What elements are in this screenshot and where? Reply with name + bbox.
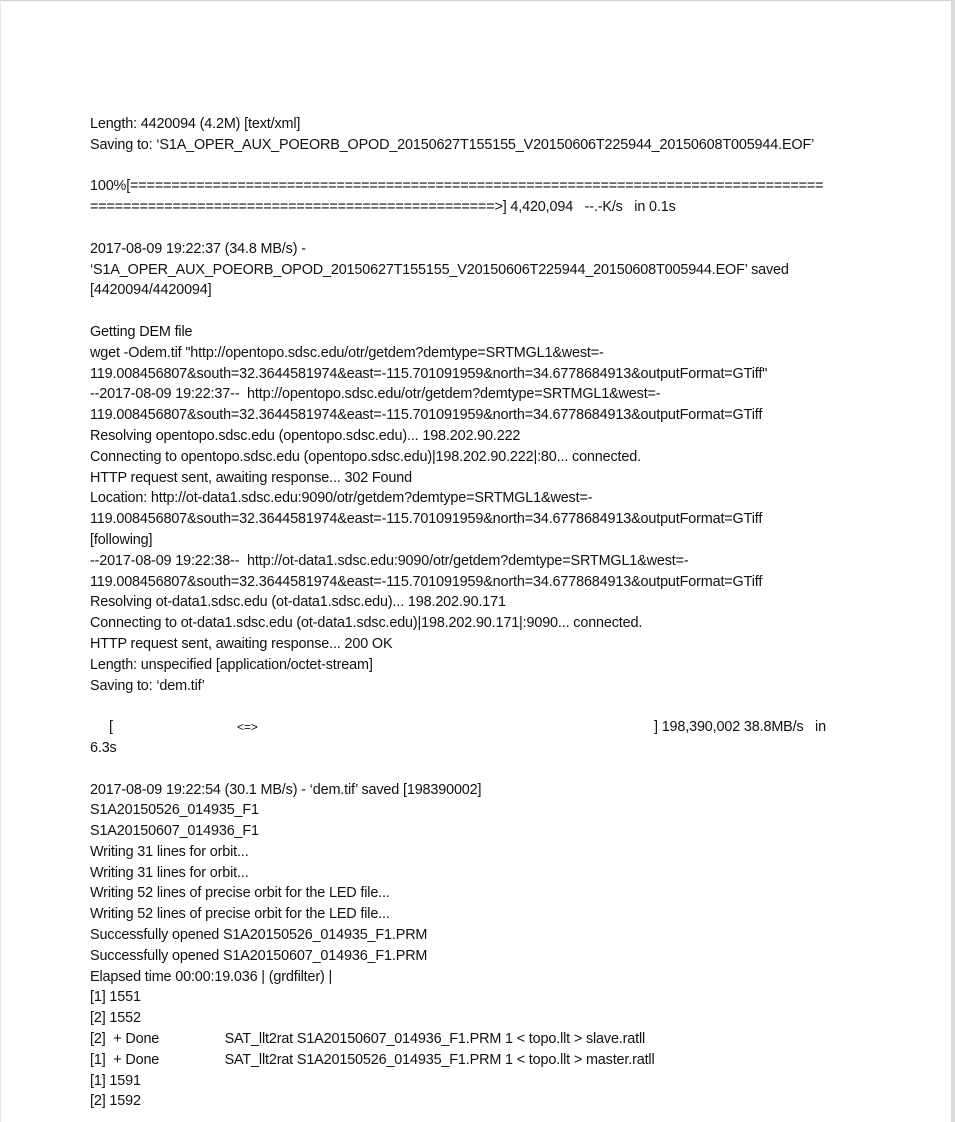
log-line: 119.008456807&south=32.3644581974&east=-115.701091959&north=34.6778684913&outputFormat=GTiff	[90, 573, 763, 590]
log-line: [following]	[90, 531, 153, 548]
log-line: Resolving opentopo.sdsc.edu (opentopo.sdsc.edu)... 198.202.90.222	[90, 427, 521, 444]
log-line: Successfully opened S1A20150526_014935_F1.PRM	[90, 927, 428, 944]
log-line: HTTP request sent, awaiting response... 200 OK	[90, 635, 393, 652]
progress-indicator: <=>	[237, 720, 258, 735]
progress-bar-text-2	[90, 717, 850, 759]
final-block	[90, 780, 850, 1113]
log-line: 119.008456807&south=32.3644581974&east=-115.701091959&north=34.6778684913&outputFormat=GTiff	[90, 407, 763, 424]
blank-line	[90, 696, 850, 717]
log-line: Resolving ot-data1.sdsc.edu (ot-data1.sdsc.edu)... 198.202.90.171	[90, 594, 506, 611]
log-line: 2017-08-09 19:22:54 (30.1 MB/s) - ‘dem.tif’ saved [198390002]	[90, 781, 482, 798]
blank-line	[90, 218, 850, 239]
blank-line	[90, 301, 850, 322]
log-line: 119.008456807&south=32.3644581974&east=-115.701091959&north=34.6778684913&outputFormat=GTiff"	[90, 365, 768, 382]
progress-open-bracket: [	[109, 719, 113, 736]
blank-line	[90, 759, 850, 780]
saved-block-1	[90, 239, 850, 301]
log-line: Successfully opened S1A20150607_014936_F1.PRM	[90, 947, 428, 964]
log-line: [1] 1551	[90, 989, 141, 1006]
log-line: S1A20150607_014936_F1	[90, 823, 259, 840]
log-line: Connecting to opentopo.sdsc.edu (opentopo.sdsc.edu)|198.202.90.222|:80... connected.	[90, 448, 641, 465]
log-line: Writing 31 lines for orbit...	[90, 843, 249, 860]
log-line: HTTP request sent, awaiting response... 302 Found	[90, 469, 412, 486]
log-line: --2017-08-09 19:22:37-- http://opentopo.sdsc.edu/otr/getdem?demtype=SRTMGL1&west=-	[90, 386, 661, 403]
terminal-log-text	[90, 114, 850, 1112]
log-line: Writing 31 lines for orbit...	[90, 864, 249, 881]
log-line: Getting DEM file	[90, 323, 193, 340]
log-line: [2] 1592	[90, 1093, 141, 1110]
log-line: Saving to: ‘S1A_OPER_AUX_POEORB_OPOD_20150627T155155_V20150606T225944_20150608T005944.EOF’	[90, 136, 815, 153]
log-line: [1] 1591	[90, 1072, 141, 1089]
log-line: Writing 52 lines of precise orbit for the LED file...	[90, 885, 390, 902]
log-line: [4420094/4420094]	[90, 282, 212, 299]
log-line: S1A20150526_014935_F1	[90, 802, 259, 819]
progress-bar-text-1	[90, 176, 850, 218]
log-line: Elapsed time 00:00:19.036 | (grdfilter) |	[90, 968, 333, 985]
log-line: --2017-08-09 19:22:38-- http://ot-data1.sdsc.edu:9090/otr/getdem?demtype=SRTMGL1&west=-	[90, 552, 689, 569]
progress-stats: ] 198,390,002 38.8MB/s in	[654, 719, 826, 736]
blank-line	[90, 156, 850, 177]
download-block-1	[90, 114, 850, 156]
log-line: Writing 52 lines of precise orbit for the LED file...	[90, 906, 390, 923]
log-line: ‘S1A_OPER_AUX_POEORB_OPOD_20150627T155155_V20150606T225944_20150608T005944.EOF’ saved	[90, 261, 789, 278]
log-line: Length: unspecified [application/octet-stream]	[90, 656, 373, 673]
log-line: wget -Odem.tif "http://opentopo.sdsc.edu/otr/getdem?demtype=SRTMGL1&west=-	[90, 344, 604, 361]
log-line: =================================================>] 4,420,094 --.-K/s in 0.1s	[90, 199, 676, 216]
progress-time: 6.3s	[90, 739, 117, 756]
log-line: 119.008456807&south=32.3644581974&east=-115.701091959&north=34.6778684913&outputFormat=GTiff	[90, 511, 763, 528]
log-line: Location: http://ot-data1.sdsc.edu:9090/otr/getdem?demtype=SRTMGL1&west=-	[90, 490, 593, 507]
log-line: 2017-08-09 19:22:37 (34.8 MB/s) -	[90, 240, 306, 257]
log-line: Length: 4420094 (4.2M) [text/xml]	[90, 116, 301, 132]
log-line: Saving to: ‘dem.tif’	[90, 677, 205, 694]
log-line: [1] + Done SAT_llt2rat S1A20150526_014935_F1.PRM 1 < topo.llt > master.ratll	[90, 1051, 655, 1068]
dem-download-block	[90, 322, 850, 696]
log-line: [2] + Done SAT_llt2rat S1A20150607_014936_F1.PRM 1 < topo.llt > slave.ratll	[90, 1031, 646, 1048]
log-line: Connecting to ot-data1.sdsc.edu (ot-data1.sdsc.edu)|198.202.90.171|:9090... connected.	[90, 615, 643, 632]
log-line: [2] 1552	[90, 1010, 141, 1027]
log-line: 100%[====================================================================================	[90, 178, 824, 195]
